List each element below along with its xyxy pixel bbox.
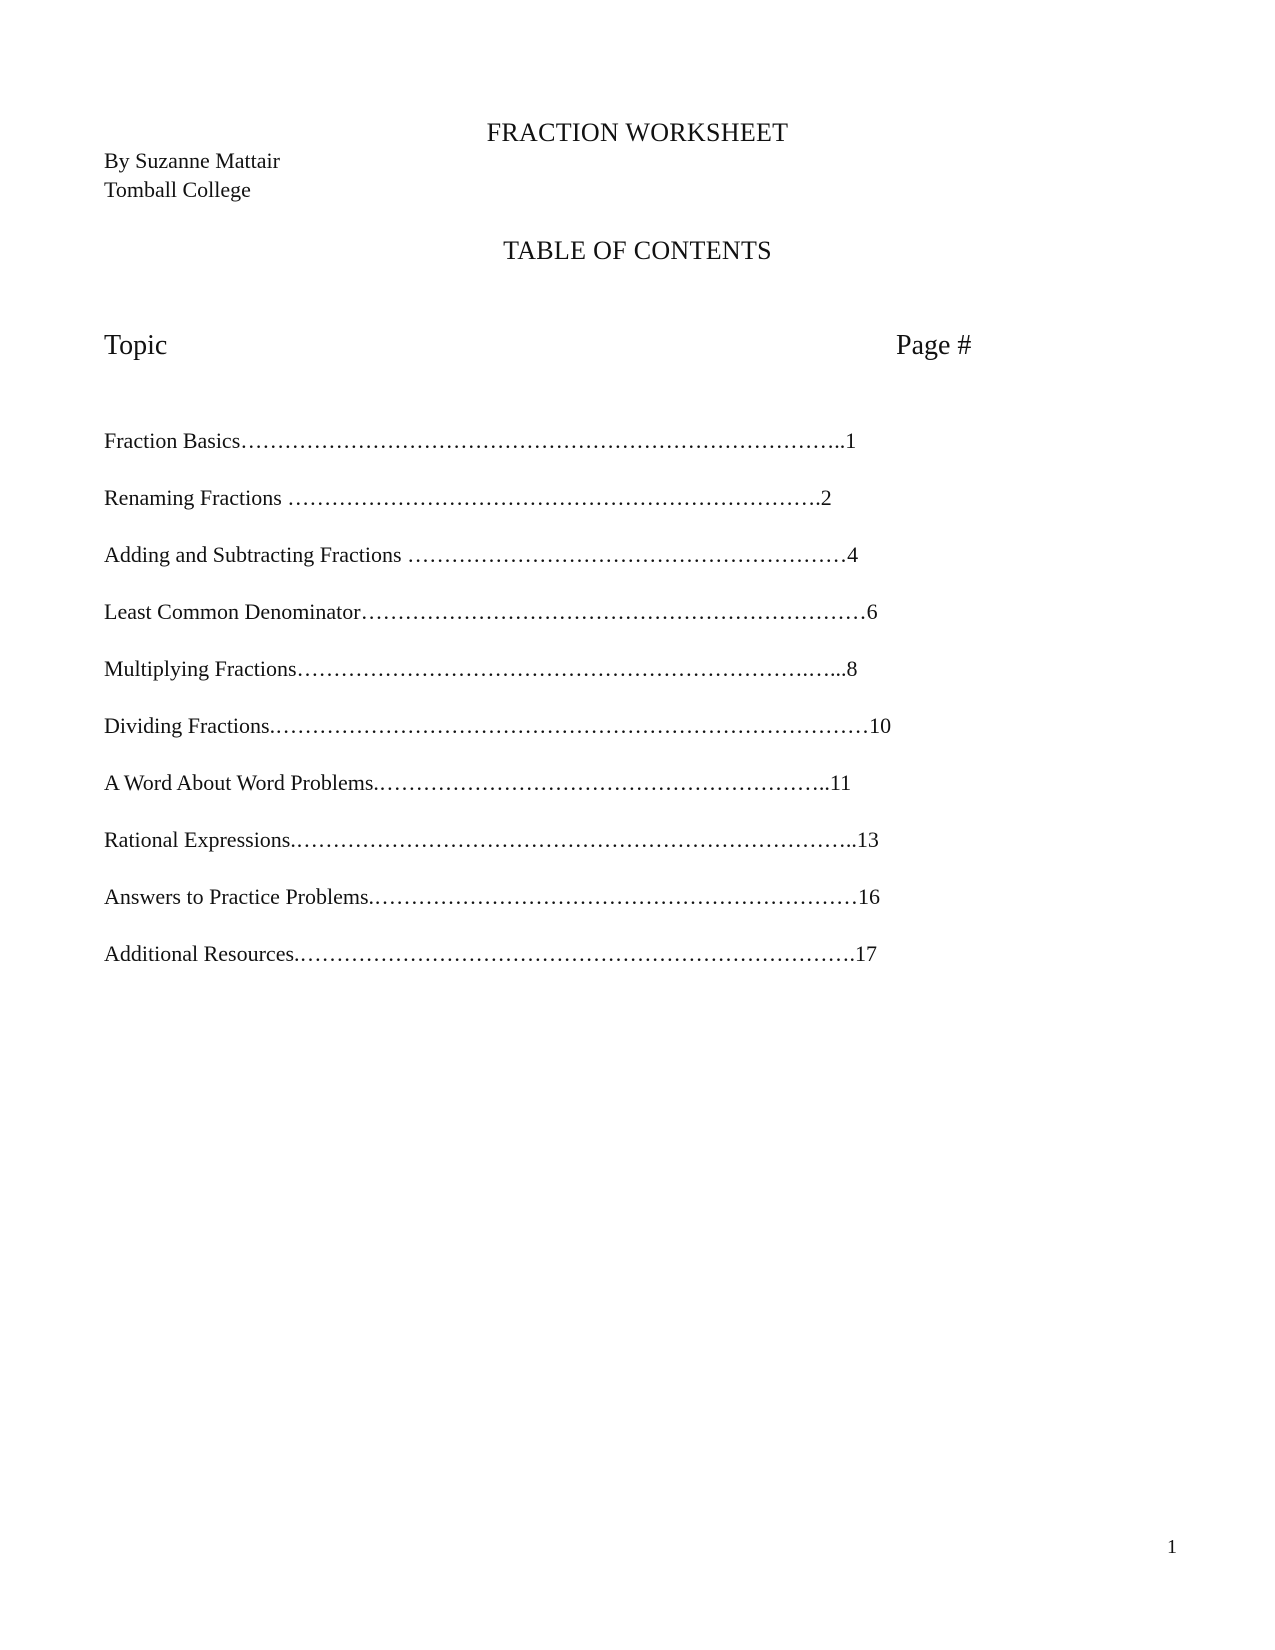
toc-entry-fraction-basics: Fraction Basics………………………………………………………………………..1 bbox=[104, 428, 857, 453]
toc-heading: TABLE OF CONTENTS bbox=[503, 236, 772, 265]
toc-entry-dividing: Dividing Fractions.………………………………………………………………………10 bbox=[104, 713, 892, 738]
toc-list bbox=[104, 426, 891, 996]
toc-column-page: Page # bbox=[896, 330, 972, 361]
toc-entry-multiplying: Multiplying Fractions…………………………………………………………….…...8 bbox=[104, 656, 858, 681]
institution-name: Tomball College bbox=[104, 177, 251, 202]
toc-entry-lcd: Least Common Denominator……………………………………………………………6 bbox=[104, 599, 878, 624]
document-title: FRACTION WORKSHEET bbox=[486, 118, 789, 147]
author-block bbox=[104, 146, 280, 204]
toc-entry-adding-subtracting: Adding and Subtracting Fractions ……………………………………………………4 bbox=[104, 542, 859, 567]
page-number: 1 bbox=[1167, 1536, 1177, 1558]
toc-column-topic: Topic bbox=[104, 330, 168, 361]
toc-entry-resources: Additional Resources.………………………………………………………………….17 bbox=[104, 941, 878, 966]
toc-entry-rational-expressions: Rational Expressions.…………………………………………………………………..13 bbox=[104, 827, 879, 852]
toc-entry-answers: Answers to Practice Problems.…………………………………………………………16 bbox=[104, 884, 881, 909]
toc-entry-renaming-fractions: Renaming Fractions ……………………………………………………………….2 bbox=[104, 485, 832, 510]
toc-entry-word-problems: A Word About Word Problems.……………………………………………………..11 bbox=[104, 770, 852, 795]
author-name: By Suzanne Mattair bbox=[104, 148, 280, 173]
